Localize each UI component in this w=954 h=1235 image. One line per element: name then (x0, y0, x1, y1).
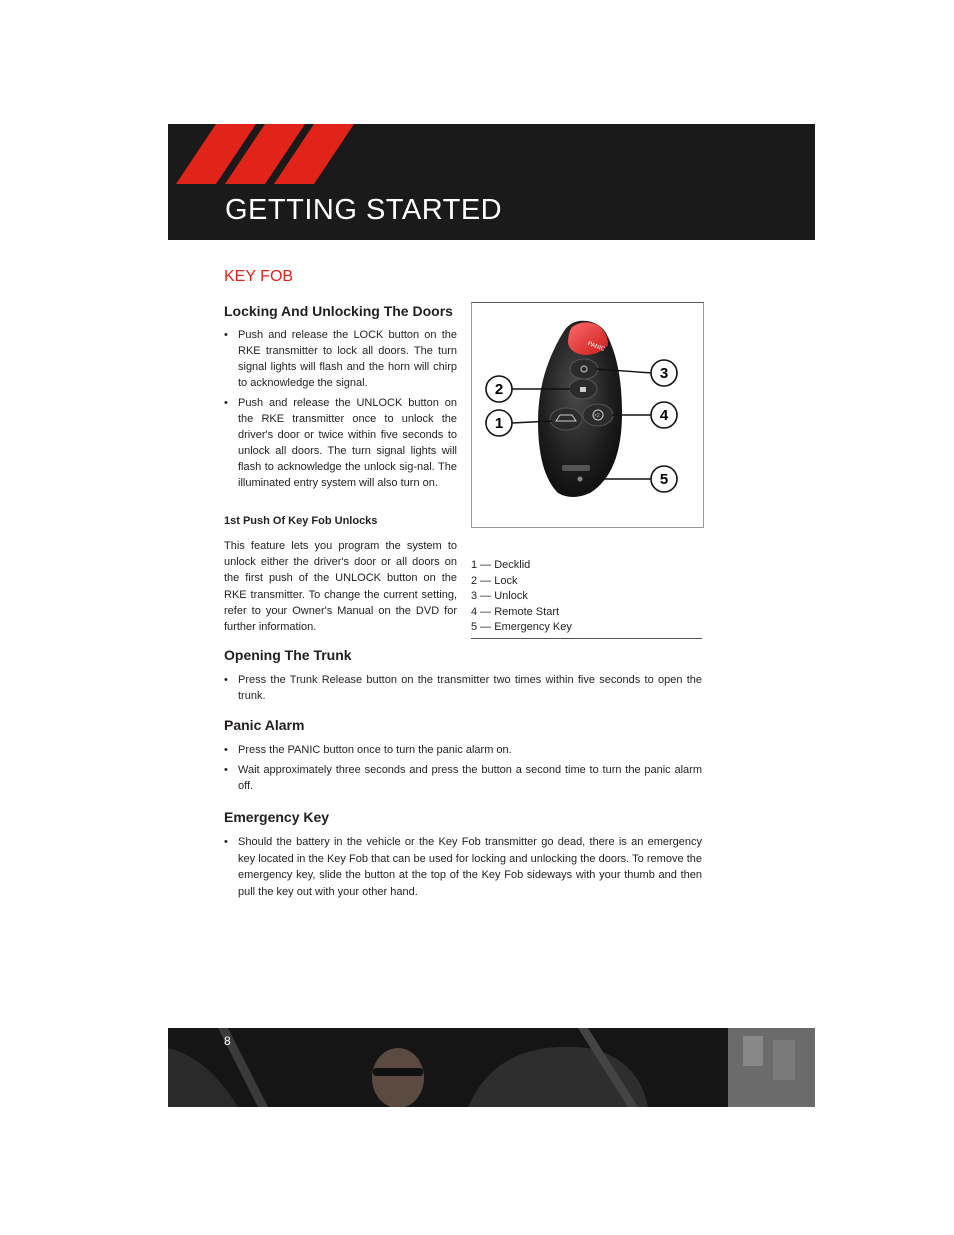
first-push-heading: 1st Push Of Key Fob Unlocks (224, 515, 378, 527)
svg-text:1: 1 (494, 415, 504, 432)
callout-4 (651, 402, 677, 428)
emergency-heading: Emergency Key (224, 809, 330, 825)
unlock-button-icon (570, 359, 598, 379)
first-push-paragraph: This feature lets you program the system to unlock either the driver's door or all doors on the first push of the UNLOCK button on the RKE transmitter. To change the current setting, refer to your Owner's Manual on the DVD for further information. (224, 540, 457, 634)
callout-3 (651, 360, 677, 386)
section-title: KEY FOB (224, 268, 294, 285)
callout-1 (486, 410, 512, 436)
legend-item: 3 — Unlock (471, 590, 528, 602)
driver-photo-image (168, 1028, 815, 1107)
list-item: • Push and release the UNLOCK button on the RKE transmitter once to unlock the driver's door or twice within five seconds to unlock all doors. The turn signal lights will flash to acknowledge the unlock sig-nal. The illuminated entry system will also turn on. (224, 395, 457, 491)
callout-5 (651, 466, 677, 492)
panic-label: PANIC (586, 341, 606, 353)
locking-heading: Locking And Unlocking The Doors (224, 303, 453, 319)
list-item: • Push and release the LOCK button on the RKE transmitter to lock all doors. The turn signal lights will flash and the horn will chirp to acknowledge the signal. (224, 327, 457, 391)
callout-2 (486, 376, 512, 402)
list-item: • Press the Trunk Release button on the transmitter two times within five seconds to open the trunk. (224, 672, 702, 704)
legend-item: 1 — Decklid (471, 559, 531, 571)
panic-bullets (224, 742, 702, 798)
page-number: 8 (224, 1034, 231, 1048)
figure-legend (471, 558, 702, 639)
svg-text:5: 5 (659, 471, 669, 488)
legend-item: 2 — Lock (471, 574, 518, 587)
chapter-header (168, 124, 815, 240)
emergency-bullets (224, 834, 702, 904)
remote-start-label: ×2 (594, 413, 600, 419)
list-item: • Wait approximately three seconds and press the button a second time to turn the panic alarm off. (224, 762, 702, 794)
key-fob-figure (471, 302, 704, 528)
trunk-bullets (224, 672, 702, 708)
svg-text:2: 2 (494, 381, 504, 398)
footer-photo (168, 1028, 815, 1107)
chapter-title: GETTING STARTED (225, 194, 503, 226)
decklid-button-icon (550, 408, 582, 430)
svg-text:4: 4 (659, 407, 669, 424)
brand-stripes-icon (168, 124, 368, 184)
key-fob-image (472, 303, 703, 527)
list-item: • Should the battery in the vehicle or the Key Fob transmitter go dead, there is an emergency key located in the Key Fob that can be used for locking and unlocking the doors. To remove the emergency key, slide the button at the top of the Key Fob sideways with your thumb and then pull the key out with your other hand. (224, 834, 702, 900)
legend-item: 4 — Remote Start (471, 605, 560, 618)
emergency-key-slider-icon (562, 465, 590, 471)
locking-bullets (224, 327, 457, 495)
legend-item: 5 — Emergency Key (471, 621, 572, 633)
svg-text:3: 3 (659, 365, 669, 382)
trunk-heading: Opening The Trunk (224, 647, 352, 663)
list-item: • Press the PANIC button once to turn the panic alarm on. (224, 742, 702, 758)
panic-heading: Panic Alarm (224, 717, 305, 733)
